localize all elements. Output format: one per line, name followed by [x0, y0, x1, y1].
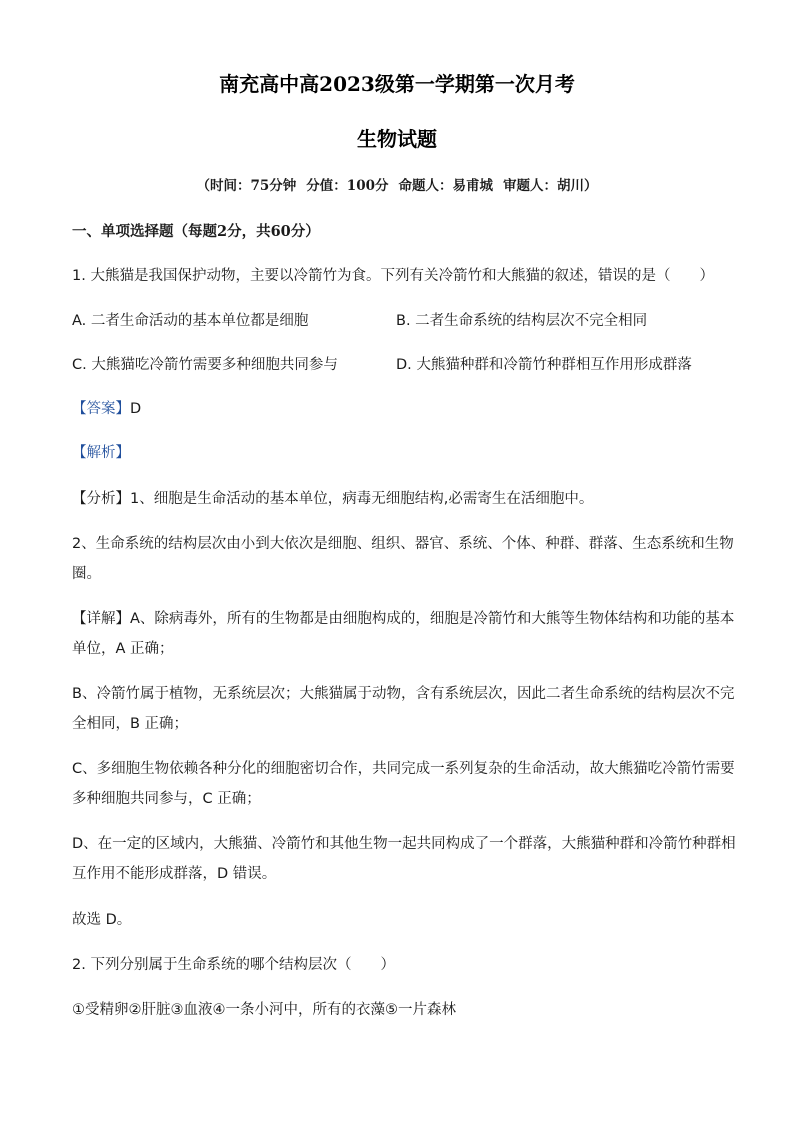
exam-reviewer: 审题人：胡川 [502, 178, 584, 194]
q1-option-b: B. 二者生命系统的结构层次不完全相同 [396, 313, 648, 329]
q1-answer [72, 399, 722, 419]
exam-time: 时间：75分钟 [210, 178, 297, 194]
q1-fenxi-2-cont: 圈。 [72, 566, 101, 582]
exam-title: 南充高中高2023级第一学期第一次月考 [219, 72, 575, 96]
q1-xiangjie-b-cont: 全相同，B 正确； [72, 716, 189, 732]
xiangjie-tag: 【详解】 [72, 611, 130, 627]
q1-option-a: A. 二者生命活动的基本单位都是细胞 [72, 313, 309, 329]
q1-xiangjie-b: B、冷箭竹属于植物，无系统层次；大熊猫属于动物，含有系统层次，因此二者生命系统的结构层次不完 [72, 686, 735, 702]
q1-xiangjie-a-cont: 单位，A 正确； [72, 641, 174, 657]
question-1-stem: 1. 大熊猫是我国保护动物，主要以冷箭竹为食。下列有关冷箭竹和大熊猫的叙述，错误的是（ ） [72, 268, 714, 284]
exam-info: （时间：75分钟 分值：100分 命题人：易甫城 审题人：胡川） [196, 178, 598, 194]
analysis-tag: 【解析】 [72, 445, 130, 461]
exam-score: 分值：100分 [306, 178, 389, 194]
q1-xiangjie-a: 【详解】A、除病毒外，所有的生物都是由细胞构成的，细胞是冷箭竹和大熊等生物体结构和功能的基本 [72, 611, 735, 627]
q1-option-c: C. 大熊猫吃冷箭竹需要多种细胞共同参与 [72, 357, 338, 373]
q1-analysis-heading [72, 443, 722, 463]
q1-conclusion: 故选 D。 [72, 912, 132, 928]
q1-xiangjie-d-cont: 互作用不能形成群落，D 错误。 [72, 866, 277, 882]
answer-tag: 【答案】 [72, 401, 130, 417]
q1-option-d: D. 大熊猫种群和冷箭竹种群相互作用形成群落 [396, 357, 692, 373]
exam-author: 命题人：易甫城 [398, 178, 493, 194]
question-2-stem: 2. 下列分别属于生命系统的哪个结构层次（ ） [72, 957, 395, 973]
exam-subject: 生物试题 [357, 127, 437, 151]
section-heading: 一、单项选择题（每题2分，共60分） [72, 223, 320, 240]
answer-value: D [130, 401, 142, 417]
fenxi-tag: 【分析】 [72, 491, 130, 507]
q1-xiangjie-c-cont: 多种细胞共同参与，C 正确； [72, 791, 261, 807]
q1-fenxi-2: 2、生命系统的结构层次由小到大依次是细胞、组织、器官、系统、个体、种群、群落、生态系统和生物 [72, 536, 734, 552]
q1-xiangjie-d: D、在一定的区域内，大熊猫、冷箭竹和其他生物一起共同构成了一个群落，大熊猫种群和冷箭竹种群相 [72, 836, 736, 852]
question-2-items: ①受精卵②肝脏③血液④一条小河中，所有的衣藻⑤一片森林 [72, 1002, 456, 1018]
q1-fenxi-1: 【分析】1、细胞是生命活动的基本单位，病毒无细胞结构,必需寄生在活细胞中。 [72, 491, 594, 507]
q1-xiangjie-c: C、多细胞生物依赖各种分化的细胞密切合作，共同完成一系列复杂的生命活动，故大熊猫吃冷箭竹需要 [72, 761, 735, 777]
